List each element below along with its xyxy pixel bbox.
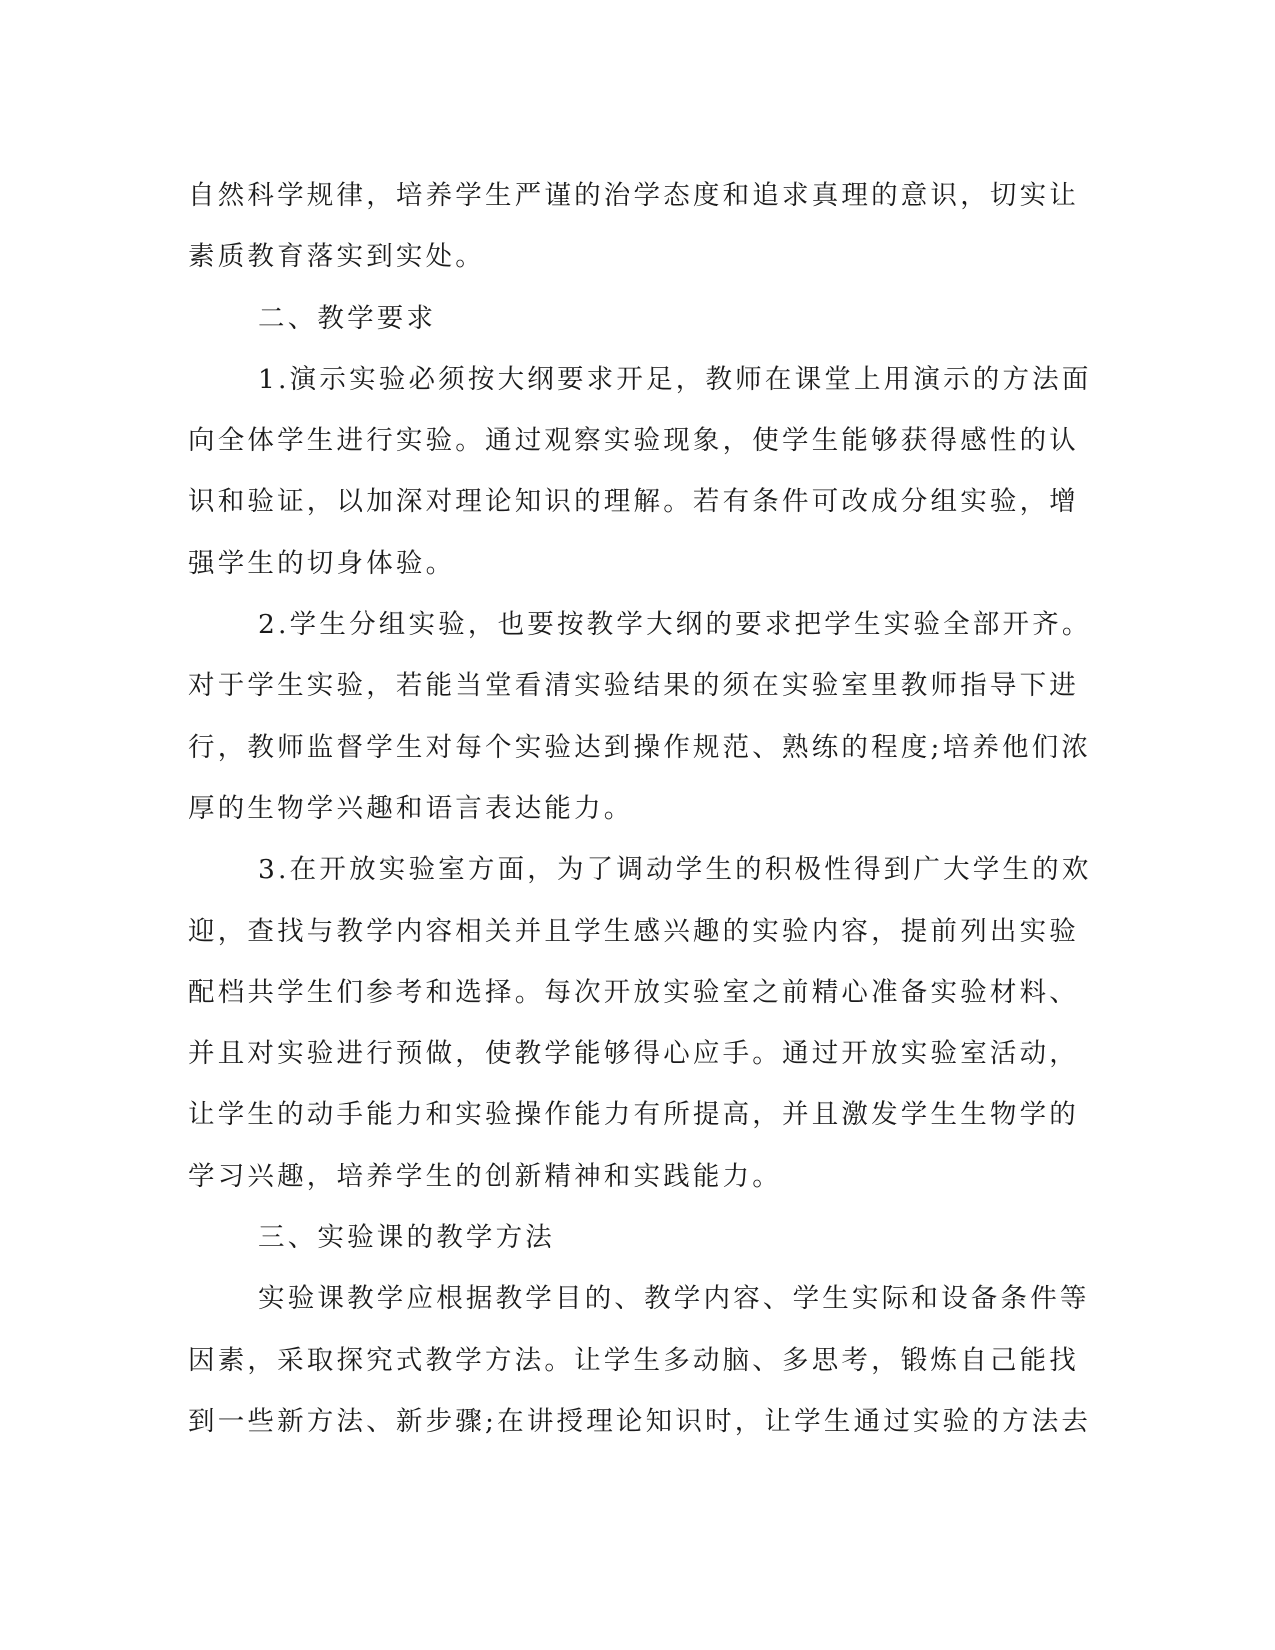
text-line: 识和验证，以加深对理论知识的理解。若有条件可改成分组实验，增 (188, 486, 1079, 518)
text-line: 行，教师监督学生对每个实验达到操作规范、熟练的程度;培养他们浓 (188, 731, 1092, 763)
text-line: 2.学生分组实验，也要按教学大纲的要求把学生实验全部开齐。 (258, 609, 1092, 641)
text-line: 素质教育落实到实处。 (188, 241, 485, 273)
text-line: 实验课教学应根据教学目的、教学内容、学生实际和设备条件等 (258, 1283, 1090, 1315)
document-body (188, 165, 1092, 1452)
text-line: 1.演示实验必须按大纲要求开足，教师在课堂上用演示的方法面 (258, 363, 1092, 395)
text-line: 3.在开放实验室方面，为了调动学生的积极性得到广大学生的欢 (258, 854, 1092, 886)
text-line: 让学生的动手能力和实验操作能力有所提高，并且激发学生生物学的 (188, 1099, 1079, 1131)
text-line: 强学生的切身体验。 (188, 547, 456, 579)
text-line: 学习兴趣，培养学生的创新精神和实践能力。 (188, 1160, 782, 1192)
text-line: 自然科学规律，培养学生严谨的治学态度和追求真理的意识，切实让 (188, 180, 1079, 211)
text-line: 到一些新方法、新步骤;在讲授理论知识时，让学生通过实验的方法去 (188, 1405, 1092, 1437)
text-line: 迎，查找与教学内容相关并且学生感兴趣的实验内容，提前列出实验 (188, 915, 1079, 947)
section-heading: 三、实验课的教学方法 (258, 1222, 555, 1254)
text-line: 因素，采取探究式教学方法。让学生多动脑、多思考，锻炼自己能找 (188, 1344, 1079, 1376)
text-line: 配档共学生们参考和选择。每次开放实验室之前精心准备实验材料、 (188, 976, 1079, 1008)
section-heading: 二、教学要求 (258, 302, 437, 334)
text-line: 对于学生实验，若能当堂看清实验结果的须在实验室里教师指导下进 (188, 670, 1079, 702)
text-line: 并且对实验进行预做，使教学能够得心应手。通过开放实验室活动， (188, 1038, 1079, 1070)
text-line: 厚的生物学兴趣和语言表达能力。 (188, 792, 634, 824)
text-line: 向全体学生进行实验。通过观察实验现象，使学生能够获得感性的认 (188, 425, 1079, 457)
